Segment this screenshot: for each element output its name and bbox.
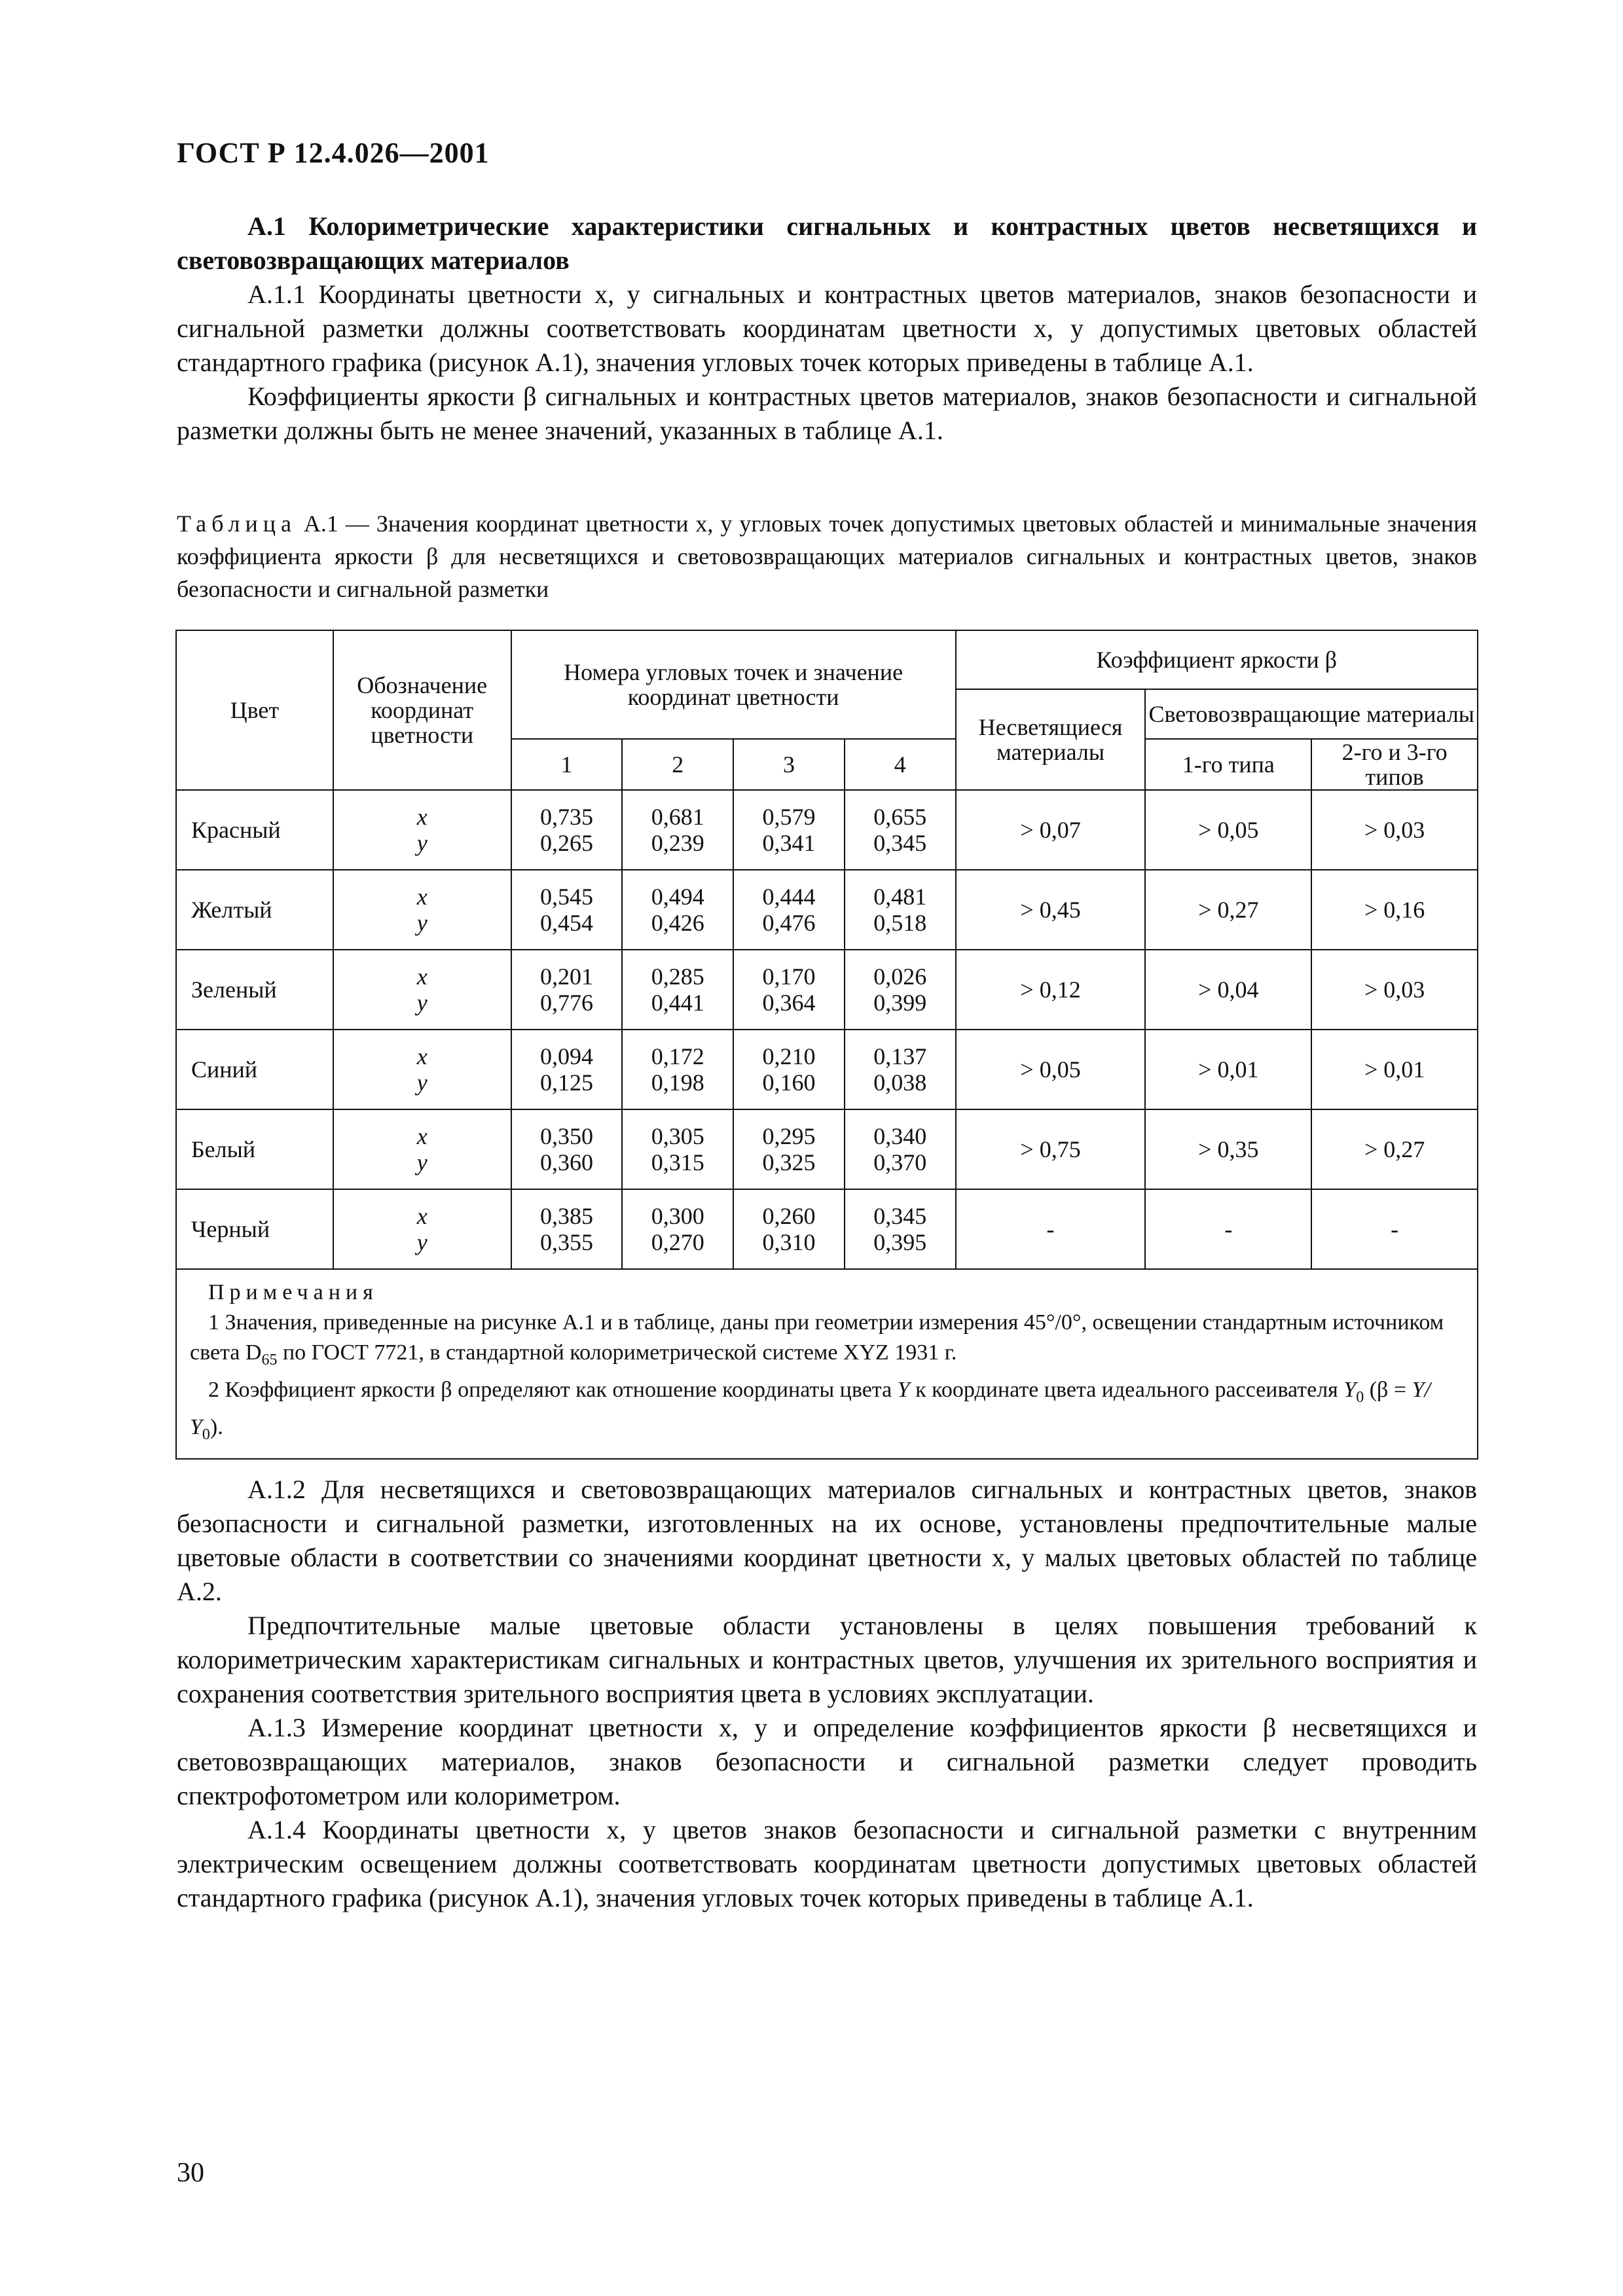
point-cell: 0,285 0,441 (622, 950, 733, 1030)
beta-cell: > 0,27 (1311, 1109, 1478, 1189)
point-cell: 0,350 0,360 (511, 1109, 623, 1189)
table-row (176, 1109, 1478, 1189)
header-point-4: 4 (845, 739, 956, 790)
point-cell: 0,655 0,345 (845, 790, 956, 870)
header-point-2: 2 (622, 739, 733, 790)
beta-cell: > 0,16 (1311, 870, 1478, 950)
color-cell: Желтый (176, 870, 333, 950)
color-cell: Зеленый (176, 950, 333, 1030)
beta-cell: > 0,27 (1145, 870, 1311, 950)
beta-cell: > 0,35 (1145, 1109, 1311, 1189)
note-1: 1 Значения, приведенные на рисунке А.1 и в таблице, даны при геометрии измерения 45°/0°, освещении стандартным источником света $D_{65}$ по ГОСТ 7721, в стандартной колориметрической системе XYZ 1931 г. (190, 1310, 1444, 1369)
beta-cell: > 0,75 (956, 1109, 1146, 1189)
caption-text: А.1 — Значения координат цветности x, y угловых точек допустимых цветовых областей и минимальные значения коэффициента яркости β для несветящихся и световозвращающих материалов сигнальных и контрастных цветов, знаков безопасности и сигнальной разметки (177, 511, 1477, 602)
table-row (176, 870, 1478, 950)
document-header: ГОСТ Р 12.4.026—2001 (177, 137, 490, 169)
point-cell: 0,681 0,239 (622, 790, 733, 870)
paragraph-beta: Коэффициенты яркости β сигнальных и контрастных цветов материалов, знаков безопасности и сигнальной разметки должны быть не менее значений, указанных в таблице А.1. (177, 382, 1477, 445)
beta-cell: > 0,45 (956, 870, 1146, 950)
header-non-luminous: Несветящиеся материалы (956, 689, 1146, 790)
point-cell: 0,201 0,776 (511, 950, 623, 1030)
paragraph-a12: А.1.2 Для несветящихся и световозвращающих материалов сигнальных и контрастных цветов, знаков безопасности и сигнальной разметки, изготовленных на их основе, установлены предпочтительные малые цветовые области в соответствии со значениями координат цветности x, y малых цветовых областей по таблице А.2. (177, 1475, 1477, 1606)
table-caption (177, 507, 1477, 605)
beta-cell: - (956, 1189, 1146, 1269)
point-cell: 0,172 0,198 (622, 1030, 733, 1109)
table-a1 (175, 630, 1478, 1460)
point-cell: 0,444 0,476 (733, 870, 845, 950)
designation-cell: x y (333, 950, 511, 1030)
color-cell: Черный (176, 1189, 333, 1269)
point-cell: 0,579 0,341 (733, 790, 845, 870)
beta-cell: - (1145, 1189, 1311, 1269)
point-cell: 0,260 0,310 (733, 1189, 845, 1269)
header-retroreflective: Световозвращающие материалы (1145, 689, 1478, 739)
header-beta: Коэффициент яркости β (956, 630, 1478, 689)
designation-cell: x y (333, 870, 511, 950)
paragraph-a14: А.1.4 Координаты цветности x, y цветов знаков безопасности и сигнальной разметки с внутренним электрическим освещением должны соответствовать координатам цветности допустимых цветовых областей стандартного графика (рисунок А.1), значения угловых точек которых приведены в таблице А.1. (177, 1815, 1477, 1912)
header-point-1: 1 (511, 739, 623, 790)
header-designation: Обозначение координат цветности (333, 630, 511, 790)
header-color: Цвет (176, 630, 333, 790)
header-point-3: 3 (733, 739, 845, 790)
point-cell: 0,385 0,355 (511, 1189, 623, 1269)
point-cell: 0,210 0,160 (733, 1030, 845, 1109)
designation-cell: x y (333, 1109, 511, 1189)
beta-cell: > 0,12 (956, 950, 1146, 1030)
color-cell: Синий (176, 1030, 333, 1109)
note-2: 2 Коэффициент яркости β определяют как отношение координаты цвета Y к координате цвета идеального рассеивателя $Y_0$ (β = Y/ $Y_0$). (190, 1377, 1431, 1443)
table-notes (176, 1269, 1478, 1459)
point-cell: 0,170 0,364 (733, 950, 845, 1030)
header-type1: 1-го типа (1145, 739, 1311, 790)
table-row (176, 1030, 1478, 1109)
header-type23: 2-го и 3-го типов (1311, 739, 1478, 790)
section-a1-continued (177, 1473, 1477, 1915)
beta-cell: > 0,01 (1145, 1030, 1311, 1109)
point-cell: 0,026 0,399 (845, 950, 956, 1030)
notes-title: Примечания (208, 1280, 378, 1304)
beta-cell: > 0,05 (956, 1030, 1146, 1109)
point-cell: 0,295 0,325 (733, 1109, 845, 1189)
color-cell: Красный (176, 790, 333, 870)
point-cell: 0,094 0,125 (511, 1030, 623, 1109)
beta-cell: > 0,03 (1311, 950, 1478, 1030)
point-cell: 0,345 0,395 (845, 1189, 956, 1269)
point-cell: 0,300 0,270 (622, 1189, 733, 1269)
beta-cell: > 0,07 (956, 790, 1146, 870)
designation-cell: x y (333, 1030, 511, 1109)
section-a1 (177, 209, 1477, 448)
point-cell: 0,494 0,426 (622, 870, 733, 950)
table-row (176, 790, 1478, 870)
beta-cell: > 0,04 (1145, 950, 1311, 1030)
designation-cell: x y (333, 790, 511, 870)
table-notes-row (176, 1269, 1478, 1459)
paragraph-a11: А.1.1 Координаты цветности x, y сигнальных и контрастных цветов материалов, знаков безопасности и сигнальной разметки должны соответствовать координатам цветности x, y допустимых цветовых областей стандартного графика (рисунок А.1), значения угловых точек которых приведены в таблице А.1. (177, 279, 1477, 377)
point-cell: 0,340 0,370 (845, 1109, 956, 1189)
point-cell: 0,481 0,518 (845, 870, 956, 950)
table-row (176, 950, 1478, 1030)
point-cell: 0,305 0,315 (622, 1109, 733, 1189)
header-points: Номера угловых точек и значение координат цветности (511, 630, 956, 739)
paragraph-a12-2: Предпочтительные малые цветовые области установлены в целях повышения требований к колориметрическим характеристикам сигнальных и контрастных цветов, улучшения их зрительного восприятия и сохранения соответствия зрительного восприятия цвета в условиях эксплуатации. (177, 1611, 1477, 1708)
beta-cell: - (1311, 1189, 1478, 1269)
beta-cell: > 0,05 (1145, 790, 1311, 870)
beta-cell: > 0,01 (1311, 1030, 1478, 1109)
table-row (176, 1189, 1478, 1269)
section-title: А.1 Колориметрические характеристики сигнальных и контрастных цветов несветящихся и световозвращающих материалов (177, 211, 1477, 275)
beta-cell: > 0,03 (1311, 790, 1478, 870)
paragraph-a13: А.1.3 Измерение координат цветности x, y и определение коэффициентов яркости β несветящихся и световозвращающих материалов, знаков безопасности и сигнальной разметки следует проводить спектрофотометром или колориметром. (177, 1713, 1477, 1810)
point-cell: 0,735 0,265 (511, 790, 623, 870)
point-cell: 0,137 0,038 (845, 1030, 956, 1109)
color-cell: Белый (176, 1109, 333, 1189)
designation-cell: x y (333, 1189, 511, 1269)
caption-label: Таблица (177, 511, 297, 537)
page-number: 30 (177, 2158, 204, 2188)
point-cell: 0,545 0,454 (511, 870, 623, 950)
